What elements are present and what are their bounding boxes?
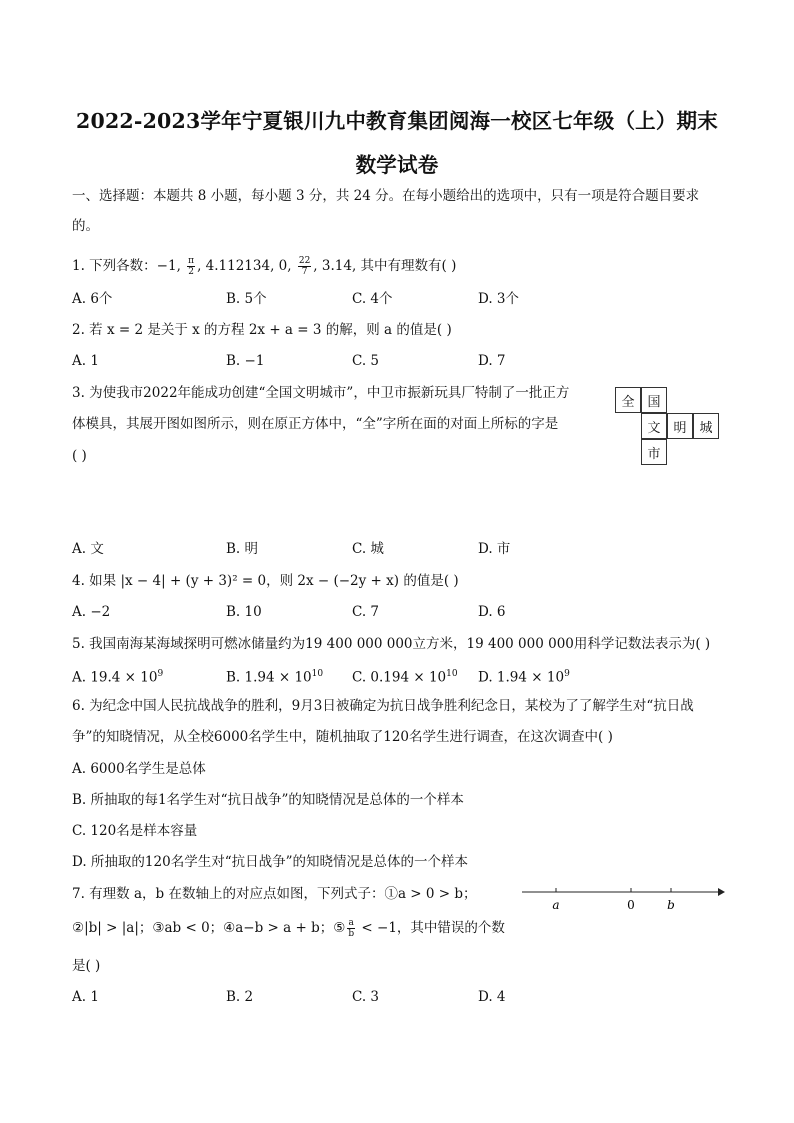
q3-option-a: A. 文 [72,541,104,557]
q1-option-b: B. 5个 [226,291,267,307]
net-cell: 市 [641,439,667,465]
q4-option-c: C. 7 [352,604,380,620]
q7-option-b: B. 2 [226,989,254,1005]
q6-option-c: C. 120名是样本容量 [72,823,198,839]
question-3-stem: 3. 为使我市2022年能成功创建“全国文明城市”，中卫市振新玩具厂特制了一批正方 [72,385,570,401]
q2-option-a: A. 1 [72,353,99,369]
q6-option-b: B. 所抽取的每1名学生对“抗日战争”的知晓情况是总体的一个样本 [72,792,464,808]
q6-option-d: D. 所抽取的120名学生对“抗日战争”的知晓情况是总体的一个样本 [72,854,468,870]
q2-option-d: D. 7 [478,353,506,369]
exam-title-line1: 2022-2023学年宁夏银川九中教育集团阅海一校区七年级（上）期末 [76,109,718,133]
question-7-stem: 7. 有理数 a，b 在数轴上的对应点如图，下列式子：①a > 0 > b； [72,886,477,902]
question-6-stem-cont: 争”的知晓情况，从全校6000名学生中，随机抽取了120名学生进行调查，在这次调查中( ) [72,729,613,745]
question-1-stem: 1. 下列各数：−1, $\frac{\pi}{2}$ , 4.112134, 0, $\frac{22}{7}$ , 3.14, 其中有理数有( ) [72,256,457,277]
question-4-stem: 4. 如果 |x − 4| + (y + 3)² = 0，则 2x − (−2y + x) 的值是( ) [72,573,459,589]
question-7-stem-end: 是( ) [72,958,101,974]
q6-option-a: A. 6000名学生是总体 [72,761,206,777]
q2-option-b: B. −1 [226,353,265,369]
question-2-stem: 2. 若 x = 2 是关于 x 的方程 2x + a = 3 的解，则 a 的值是( ) [72,322,452,338]
question-3-stem-cont: 体模具，其展开图如图所示，则在原正方体中，“全”字所在面的对面上所标的字是 [72,416,559,432]
q5-option-b: B. $1.94 \times 10^{10}$ [226,669,324,686]
q1-option-d: D. 3个 [478,291,520,307]
q4-option-d: D. 6 [478,604,506,620]
question-7-stem-cont: ②|b| > |a|；③ab < 0；④a−b > a + b；⑤ $\frac{a}{b}$ < −1，其中错误的个数 [72,918,505,939]
q3-option-b: B. 明 [226,541,259,557]
fraction-22-over-7: $\frac{22}{7}$ [298,256,311,277]
q2-option-c: C. 5 [352,353,380,369]
exam-title-line2: 数学试卷 [355,153,439,177]
label-0: 0 [627,898,635,912]
cube-net-diagram [612,385,722,467]
q5-option-d: D. $1.94 \times 10^9$ [478,669,570,686]
question-5-stem: 5. 我国南海某海域探明可燃冰储量约为19 400 000 000立方米，19 400 000 000用科学记数法表示为( ) [72,636,711,652]
q3-option-d: D. 市 [478,541,511,557]
section-header: 一、选择题：本题共 8 小题，每小题 3 分，共 24 分。在每小题给出的选项中，只有一项是符合题目要求 [72,188,700,204]
q7-option-a: A. 1 [72,989,99,1005]
q5-option-c: C. $0.194 \times 10^{10}$ [352,669,458,686]
net-cell: 城 [693,413,719,439]
number-line-diagram [520,884,725,914]
q1-option-a: A. 6个 [72,291,113,307]
q7-option-d: D. 4 [478,989,506,1005]
q3-option-c: C. 城 [352,541,384,557]
net-cell: 全 [615,387,641,413]
label-a: a [552,898,560,912]
net-cell: 国 [641,387,667,413]
net-cell: 明 [667,413,693,439]
q1-option-c: C. 4个 [352,291,393,307]
section-header-cont: 的。 [72,218,99,234]
label-b: b [667,898,675,912]
q4-option-a: A. −2 [72,604,111,620]
number-line-arrow [718,888,725,896]
fraction-pi-over-2: $\frac{\pi}{2}$ [188,256,195,277]
q5-option-a: A. $19.4 \times 10^9$ [72,669,164,686]
q7-option-c: C. 3 [352,989,380,1005]
net-cell: 文 [641,413,667,439]
fraction-a-over-b: $\frac{a}{b}$ [348,918,355,939]
question-3-stem-end: ( ) [72,448,87,464]
question-6-stem: 6. 为纪念中国人民抗战战争的胜利，9月3日被确定为抗日战争胜利纪念日，某校为了了解学生对“抗日战 [72,698,694,714]
q4-option-b: B. 10 [226,604,262,620]
